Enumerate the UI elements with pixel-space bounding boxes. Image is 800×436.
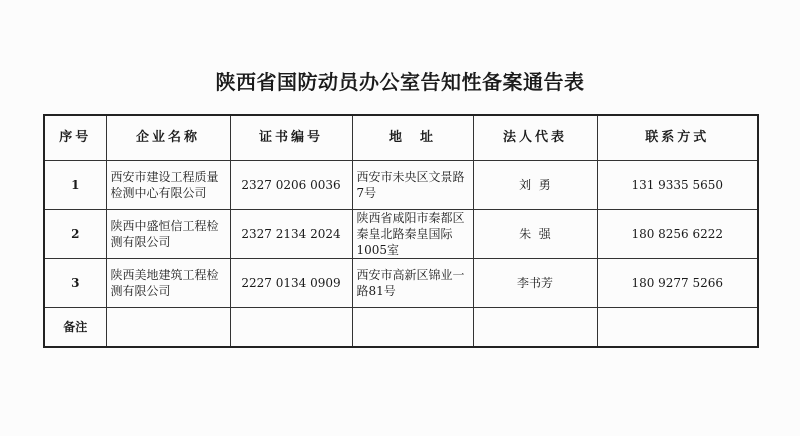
remark-cell (473, 308, 597, 348)
page-title: 陕西省国防动员办公室告知性备案通告表 (215, 70, 585, 94)
address: 陕西省咸阳市秦都区秦皇北路秦皇国际1005室 (352, 210, 473, 259)
remark-cell (106, 308, 230, 348)
certificate-number: 2327 2134 2024 (230, 210, 352, 259)
table-row (44, 259, 758, 308)
legal-representative: 朱 强 (473, 210, 597, 259)
remark-row (44, 308, 758, 348)
contact-phone: 131 9335 5650 (597, 161, 758, 210)
row-index: 3 (44, 259, 106, 308)
table-row (44, 161, 758, 210)
col-header-legal-rep: 法人代表 (473, 115, 597, 161)
remark-cell (352, 308, 473, 348)
col-header-address: 地 址 (352, 115, 473, 161)
remark-cell (230, 308, 352, 348)
certificate-number: 2227 0134 0909 (230, 259, 352, 308)
company-name: 西安市建设工程质量检测中心有限公司 (106, 161, 230, 210)
address: 西安市高新区锦业一路81号 (352, 259, 473, 308)
remark-cell (597, 308, 758, 348)
contact-phone: 180 8256 6222 (597, 210, 758, 259)
address: 西安市未央区文景路7号 (352, 161, 473, 210)
col-header-certificate: 证书编号 (230, 115, 352, 161)
col-header-contact: 联系方式 (597, 115, 758, 161)
row-index: 2 (44, 210, 106, 259)
legal-representative: 李书芳 (473, 259, 597, 308)
filing-table (43, 114, 759, 348)
contact-phone: 180 9277 5266 (597, 259, 758, 308)
company-name: 陕西美地建筑工程检测有限公司 (106, 259, 230, 308)
col-header-index: 序号 (44, 115, 106, 161)
header-row (44, 115, 758, 161)
company-name: 陕西中盛恒信工程检测有限公司 (106, 210, 230, 259)
table-row (44, 210, 758, 259)
legal-representative: 刘 勇 (473, 161, 597, 210)
row-index: 1 (44, 161, 106, 210)
col-header-company: 企业名称 (106, 115, 230, 161)
remark-label: 备注 (44, 308, 106, 348)
certificate-number: 2327 0206 0036 (230, 161, 352, 210)
